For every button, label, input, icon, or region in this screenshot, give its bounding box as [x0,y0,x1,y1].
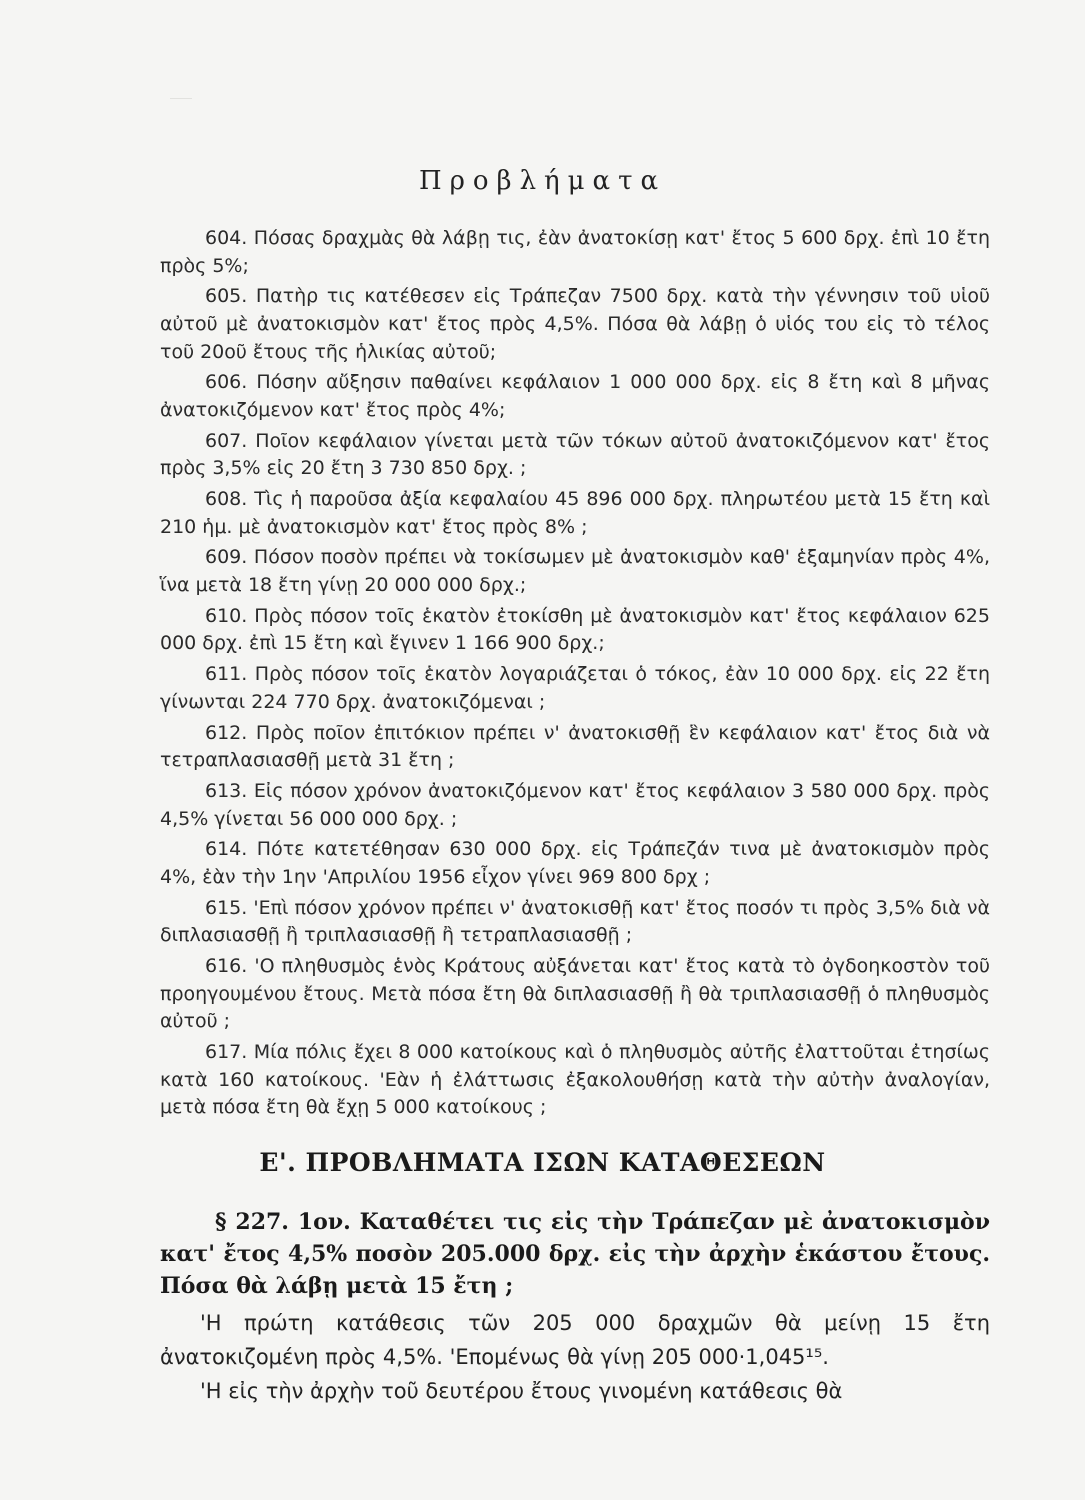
solution-text [160,1306,990,1408]
scan-mark [170,98,192,105]
problem-item: 607. Ποῖον κεφάλαιον γίνεται μετὰ τῶν τόκων αὐτοῦ ἀνατοκιζόμενον κατ' ἔτος πρὸς 3,5% εἰς 20 ἔτη 3 730 850 δρχ. ; [160,429,990,480]
problem-item: 614. Πότε κατετέθησαν 630 000 δρχ. εἰς Τράπεζάν τινα μὲ ἀνατοκισμὸν πρὸς 4%, ἐὰν τὴν 1ην 'Απριλίου 1956 εἶχον γίνει 969 800 δρχ ; [160,838,990,888]
solution-paragraph: 'Η πρώτη κατάθεσις τῶν 205 000 δραχμῶν θὰ μείνῃ 15 ἔτη ἀνατοκιζομένη πρὸς 4,5%. 'Επομένως θὰ γίνῃ 205 000·1,045¹⁵. [160,1311,990,1369]
page-title: Προβλήματα [418,166,667,196]
problem-item: 605. Πατὴρ τις κατέθεσεν εἰς Τράπεζαν 7500 δρχ. κατὰ τὴν γέννησιν τοῦ υἱοῦ αὐτοῦ μὲ ἀνατοκισμὸν κατ' ἔτος πρὸς 4,5%. Πόσα θὰ λάβῃ ὁ υἱός του εἰς τὸ τέλος τοῦ 20οῦ ἔτους τῆς ἡλικίας αὐτοῦ; [160,285,990,363]
problem-item: 609. Πόσον ποσὸν πρέπει νὰ τοκίσωμεν μὲ ἀνατοκισμὸν καθ' ἑξαμηνίαν πρὸς 4%, ἵνα μετὰ 18 ἔτη γίνῃ 20 000 000 δρχ.; [160,546,990,597]
problem-item: 610. Πρὸς πόσον τοῖς ἑκατὸν ἐτοκίσθη μὲ ἀνατοκισμὸν κατ' ἔτος κεφάλαιον 625 000 δρχ. ἐπὶ 15 ἔτη καὶ ἔγινεν 1 166 900 δρχ.; [160,604,990,655]
problem-item: 608. Τὶς ἡ παροῦσα ἀξία κεφαλαίου 45 896 000 δρχ. πληρωτέου μετὰ 15 ἔτη καὶ 210 ἡμ. μὲ ἀνατοκισμὸν κατ' ἔτος πρὸς 8% ; [160,488,990,538]
problem-item: 604. Πόσας δραχμὰς θὰ λάβῃ τις, ἐὰν ἀνατοκίσῃ κατ' ἔτος 5 600 δρχ. ἐπὶ 10 ἔτη πρὸς 5%; [160,227,990,277]
problem-list [160,225,990,1125]
problem-item: 612. Πρὸς ποῖον ἐπιτόκιον πρέπει ν' ἀνατοκισθῇ ἓν κεφάλαιον κατ' ἔτος διὰ νὰ τετραπλασιασθῇ μετὰ 31 ἔτη ; [160,721,990,772]
worked-problem-statement: § 227. 1ον. Καταθέτει τις εἰς τὴν Τράπεζαν μὲ ἀνατοκισμὸν κατ' ἔτος 4,5% ποσὸν 205.000 δρχ. εἰς τὴν ἀρχὴν ἑκάστου ἔτους. Πόσα θὰ λάβῃ μετὰ 15 ἔτη ; [160,1209,990,1299]
problem-item: 617. Μία πόλις ἔχει 8 000 κατοίκους καὶ ὁ πληθυσμὸς αὐτῆς ἐλαττοῦται ἐτησίως κατὰ 160 κατοίκους. 'Εὰν ἡ ἐλάττωσις ἐξακολουθήσῃ κατὰ τὴν αὐτὴν ἀναλογίαν, μετὰ πόσα ἔτη θὰ ἔχῃ 5 000 κατοίκους ; [160,1041,990,1119]
section-heading: Ε'. ΠΡΟΒΛΗΜΑΤΑ ΙΣΩΝ ΚΑΤΑΘΕΣΕΩΝ [259,1148,826,1177]
problem-item: 615. 'Επὶ πόσον χρόνον πρέπει ν' ἀνατοκισθῇ κατ' ἔτος ποσόν τι πρὸς 3,5% διὰ νὰ διπλασιασθῇ ἢ τριπλασιασθῇ ἢ τετραπλασιασθῇ ; [160,896,990,947]
problem-item: 613. Εἰς πόσον χρόνον ἀνατοκιζόμενον κατ' ἔτος κεφάλαιον 3 580 000 δρχ. πρὸς 4,5% γίνεται 56 000 000 δρχ. ; [160,779,990,830]
problem-item: 616. 'Ο πληθυσμὸς ἑνὸς Κράτους αὐξάνεται κατ' ἔτος κατὰ τὸ ὀγδοηκοστὸν τοῦ προηγουμένου ἔτους. Μετὰ πόσα ἔτη θὰ διπλασιασθῇ ἢ θὰ τριπλασιασθῇ ὁ πληθυσμὸς αὐτοῦ ; [160,955,990,1033]
solution-paragraph: 'Η εἰς τὴν ἀρχὴν τοῦ δευτέρου ἔτους γινομένη κατάθεσις θὰ [200,1379,843,1403]
problem-item: 606. Πόσην αὔξησιν παθαίνει κεφάλαιον 1 000 000 δρχ. εἰς 8 ἔτη καὶ 8 μῆνας ἀνατοκιζόμενον κατ' ἔτος πρὸς 4%; [160,371,990,421]
problem-item: 611. Πρὸς πόσον τοῖς ἑκατὸν λογαριάζεται ὁ τόκος, ἐὰν 10 000 δρχ. εἰς 22 ἔτη γίνωνται 224 770 δρχ. ἀνατοκιζόμεναι ; [160,663,990,713]
